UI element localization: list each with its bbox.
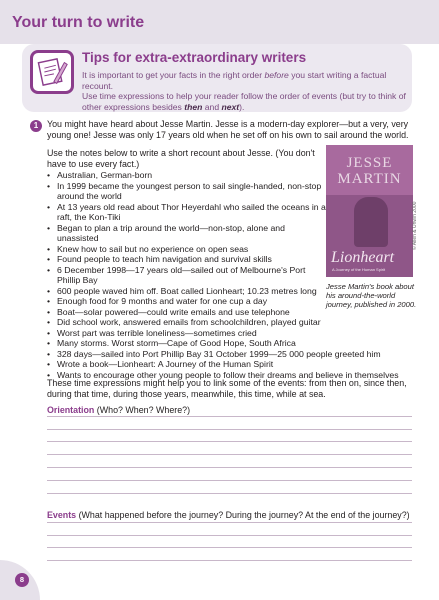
- orientation-prompt: Orientation (Who? When? Where?): [47, 405, 191, 415]
- book-caption: Jesse Martin's book about his around-the-world journey, published in 2000.: [326, 282, 417, 310]
- cover-name-first: JESSE: [346, 155, 393, 171]
- fact-item: • Worst part was terrible loneliness—sometimes cried: [47, 328, 422, 339]
- fact-item: • Many storms. Worst storm—Cape of Good Hope, South Africa: [47, 338, 422, 349]
- fact-item: • Did school work, answered emails from schoolchildren, played guitar: [47, 317, 327, 328]
- orientation-label: Orientation: [47, 405, 95, 415]
- time-expressions: These time expressions might help you to link some of the events: from then on, since then, during that time, during those years, meanwhile, this time, while at sea.: [47, 378, 407, 399]
- events-prompt: Events (What happened before the journey? During the journey? At the end of the journey?): [47, 510, 410, 520]
- fact-item: • At 13 years old read about Thor Heyerdahl who sailed the oceans in a raft, the Kon-Tiki: [47, 202, 327, 223]
- tips-title: Tips for extra-extraordinary writers: [82, 50, 307, 65]
- events-label: Events: [47, 510, 77, 520]
- fact-item: • Wrote a book—Lionheart: A Journey of the Human Spirit: [47, 359, 422, 370]
- pen-and-paper-icon: [30, 50, 74, 94]
- fact-item: • Enough food for 9 months and water for one cup a day: [47, 296, 327, 307]
- fact-item: • Wants to encourage other young people to follow their dreams and believe in themselves: [47, 370, 422, 381]
- activity-number: 1: [30, 120, 42, 132]
- fact-item: • 6 December 1998—17 years old—sailed out of Melbourne's Port Phillip Bay: [47, 265, 327, 286]
- cover-figure: [354, 197, 388, 247]
- page-number: 8: [15, 573, 29, 587]
- fact-item: • Boat—solar powered—could write emails and use telephone: [47, 307, 327, 318]
- cover-name-last: MARTIN: [337, 171, 402, 187]
- fact-item: • Australian, German-born: [47, 170, 327, 181]
- notes-intro: Use the notes below to write a short recount about Jesse. (You don't have to use every fact.): [47, 148, 315, 169]
- orientation-writing-lines: [47, 404, 412, 494]
- cover-subtitle: A Journey of the Human Spirit: [332, 267, 386, 272]
- fact-item: • Found people to teach him navigation and survival skills: [47, 254, 327, 265]
- fact-item: • Began to plan a trip around the world—non-stop, alone and unassisted: [47, 223, 327, 244]
- tips-body: It is important to get your facts in the right order before you start writing a factual recount. Use time expressions to help your reader follow the order of events (but try to think of other expressions besides then and next).: [82, 70, 406, 112]
- intro-paragraph: You might have heard about Jesse Martin. Jesse is a modern-day explorer—but a very, very young one! Jesse was only 17 years old when he set off on his own to sail around the world.: [47, 119, 409, 140]
- fact-item: • 600 people waved him off. Boat called Lionheart; 10.23 metres long: [47, 286, 327, 297]
- copyright-note: © Allen & Unwin 2000: [412, 201, 418, 250]
- fact-item: • In 1999 became the youngest person to sail single-handed, non-stop around the world: [47, 181, 327, 202]
- cover-title: Lionheart: [331, 249, 395, 266]
- section-title: Your turn to write: [12, 14, 145, 31]
- fact-item: • Knew how to sail but no experience on open seas: [47, 244, 327, 255]
- book-cover-image: [326, 145, 413, 277]
- fact-item: • 328 days—sailed into Port Phillip Bay 31 October 1999—25 000 people greeted him: [47, 349, 422, 360]
